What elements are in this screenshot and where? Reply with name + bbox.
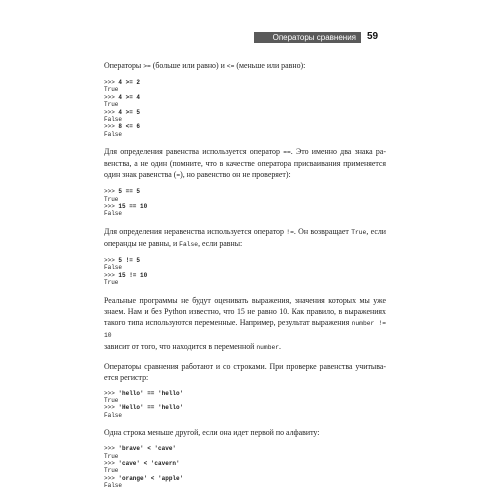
code-input-line	[104, 460, 386, 467]
prompt: >>>	[104, 123, 119, 131]
prompt: >>>	[104, 79, 119, 86]
code-output-line: True	[104, 467, 119, 475]
paragraph	[104, 226, 386, 250]
prompt: >>>	[104, 108, 119, 116]
code-block	[104, 257, 386, 287]
text-line: Для определения равенства используется оператор ==. Это именно два знака ра-	[104, 147, 386, 157]
inline-code: False	[179, 240, 199, 248]
code-block	[104, 188, 386, 218]
code-input-line	[104, 109, 386, 116]
code-expression: 'brave' < 'cave'	[118, 445, 177, 453]
prompt: >>>	[104, 389, 119, 397]
text-line: один знак равенства (=), но равенство он не проверяет):	[104, 170, 291, 180]
code-input-line	[104, 390, 386, 397]
code-expression: 8 <= 6	[118, 123, 141, 131]
code-block	[104, 79, 386, 138]
code-input-line	[104, 79, 386, 86]
code-output-line: False	[104, 264, 123, 272]
page-number: 59	[367, 31, 379, 42]
inline-code: number	[256, 343, 280, 351]
code-output-line: True	[104, 452, 119, 460]
text-line: Реальные программы не будут оценивать выражения, значения которых мы уже	[104, 295, 386, 305]
code-output-line: False	[104, 210, 123, 218]
section-title: Операторы сравнения	[272, 33, 356, 42]
running-header	[0, 32, 500, 43]
inline-code: >=	[143, 63, 151, 70]
code-expression: 5 != 5	[118, 256, 141, 264]
code-input-line	[104, 94, 386, 101]
paragraph	[104, 295, 386, 353]
code-input-line	[104, 188, 386, 195]
code-input-line	[104, 123, 386, 130]
code-output-line: False	[104, 116, 123, 124]
inline-code: =	[176, 172, 181, 180]
code-output-line: True	[104, 86, 119, 94]
prompt: >>>	[104, 271, 119, 279]
code-output-line: True	[104, 101, 119, 109]
text-line: такого типа используются переменные. Например, результат выражения number != 10	[104, 317, 386, 339]
text-line: ется регистр:	[104, 372, 149, 382]
inline-code: True	[351, 228, 367, 236]
code-block	[104, 445, 386, 489]
text-line: Одна строка меньше другой, если она идет первой по алфавиту:	[104, 428, 320, 438]
inline-code: !=	[286, 228, 294, 236]
prompt: >>>	[104, 459, 119, 467]
code-output-line: True	[104, 279, 119, 287]
prompt: >>>	[104, 93, 119, 101]
code-input-line	[104, 475, 386, 482]
text-line: венства, а не один (помните, что в качестве оператора присваивания применяется	[104, 159, 386, 169]
code-expression: 15 == 10	[118, 203, 148, 211]
inline-code: ==	[283, 149, 291, 157]
prompt: >>>	[104, 188, 119, 196]
paragraph	[104, 146, 386, 181]
code-block	[104, 390, 386, 420]
code-output-line: False	[104, 482, 123, 490]
code-input-line	[104, 257, 386, 264]
code-expression: 'orange' < 'apple'	[118, 474, 184, 482]
text-line: Операторы сравнения работают и со строками. При проверке равенства учитыва-	[104, 361, 386, 371]
code-output-line: False	[104, 411, 123, 419]
text-line: операнды не равны, и False, если равны:	[104, 238, 243, 248]
prompt: >>>	[104, 474, 119, 482]
code-output-line: True	[104, 396, 119, 404]
inline-code: <=	[226, 63, 235, 70]
page-body	[104, 60, 386, 498]
code-expression: 'hello' == 'hello'	[118, 389, 184, 397]
inline-code: number != 10	[104, 319, 386, 339]
paragraph	[104, 60, 386, 72]
code-expression: 4 >= 2	[118, 79, 141, 86]
section-title-bar	[254, 32, 361, 43]
paragraph	[104, 361, 386, 383]
prompt: >>>	[104, 256, 119, 264]
code-output-line: False	[104, 130, 123, 138]
prompt: >>>	[104, 445, 119, 453]
code-input-line	[104, 203, 386, 210]
text-line: Для определения неравенства используется оператор !=. Он возвращает True, если	[104, 226, 387, 236]
text-line: Операторы >= (больше или равно) и <= (меньше или равно):	[104, 61, 306, 70]
prompt: >>>	[104, 203, 119, 211]
code-output-line: True	[104, 195, 119, 203]
code-input-line	[104, 404, 386, 411]
code-input-line	[104, 272, 386, 279]
text-line: знаем. Нам и без Python известно, что 15 не равно 10. Как правило, в выражениях	[104, 306, 386, 316]
prompt: >>>	[104, 404, 119, 412]
code-input-line	[104, 445, 386, 452]
code-expression: 15 != 10	[118, 271, 148, 279]
code-expression: 'Hello' == 'hello'	[118, 404, 184, 412]
text-line: зависит от того, что находится в переменной number.	[104, 341, 282, 351]
code-expression: 'cave' < 'cavern'	[118, 459, 180, 467]
code-expression: 4 >= 4	[118, 93, 141, 101]
code-expression: 5 == 5	[118, 188, 141, 196]
code-expression: 4 >= 5	[118, 108, 141, 116]
paragraph	[104, 427, 386, 438]
